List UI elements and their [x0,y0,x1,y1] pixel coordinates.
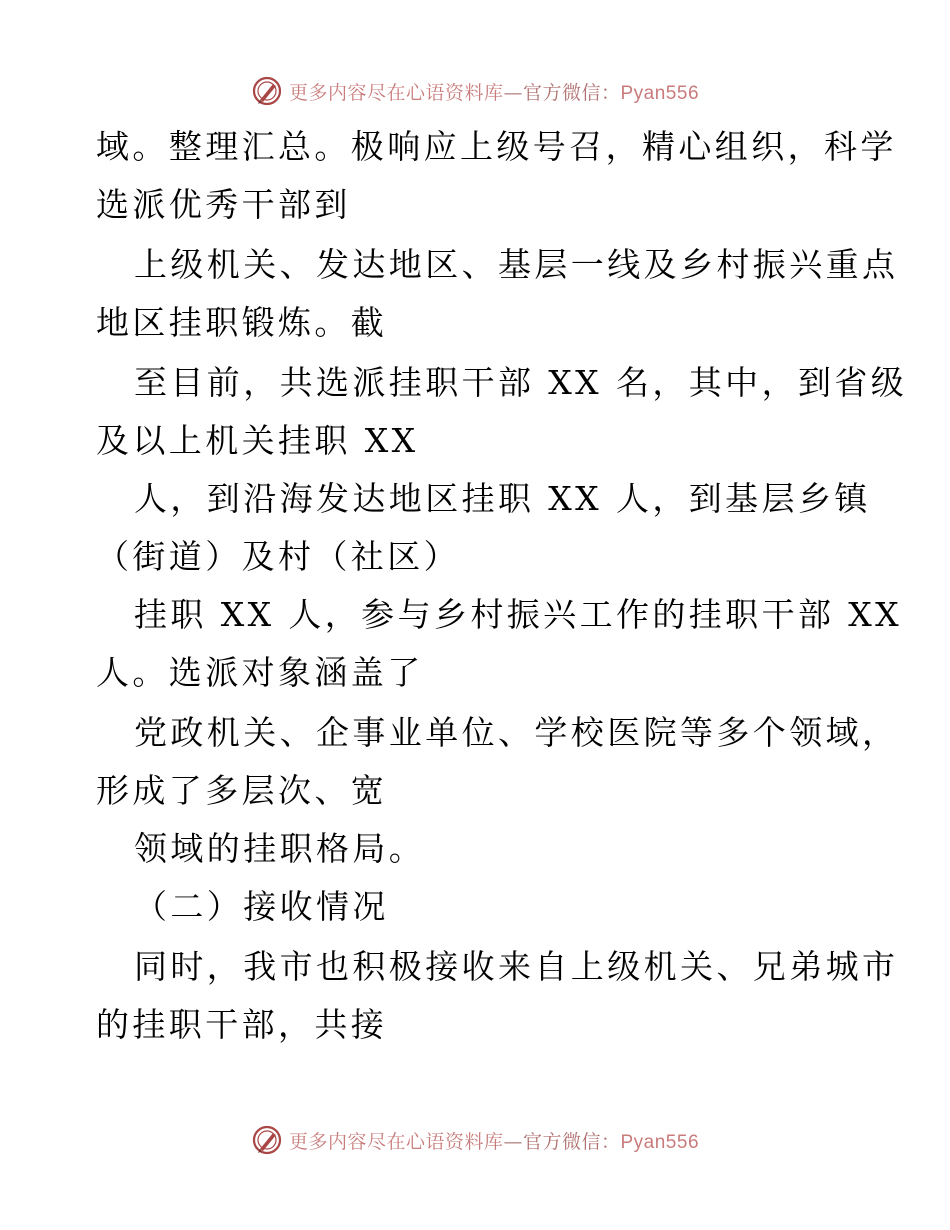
watermark-wechat-id: Pyan556 [620,1131,700,1153]
body-line: 地区挂职锻炼。截 [96,303,388,342]
footer-watermark [0,1120,950,1160]
pen-circle-logo-icon [251,1124,283,1156]
watermark-dash: — [503,1130,523,1153]
watermark-wechat-id: Pyan556 [620,82,700,104]
watermark-text [289,1127,699,1154]
body-line: 的挂职干部，共接 [96,1005,388,1044]
pen-circle-logo-icon [251,75,283,107]
body-line: 领域的挂职格局。 [134,829,426,868]
watermark-brand: 更多内容尽在心语资料库 [288,81,504,104]
body-line: 至目前，共选派挂职干部 XX 名，其中，到省级 [134,363,908,402]
header-watermark [0,71,950,111]
body-line: 域。整理汇总。极响应上级号召，精心组织，科学 [96,127,897,166]
body-line: 上级机关、发达地区、基层一线及乡村振兴重点 [134,245,899,284]
watermark-label: 官方微信： [522,81,621,104]
body-line: 人。选派对象涵盖了 [96,653,424,692]
body-line: 挂职 XX 人，参与乡村振兴工作的挂职干部 XX [134,595,903,634]
watermark-brand: 更多内容尽在心语资料库 [288,1130,504,1153]
body-line: 人，到沿海发达地区挂职 XX 人，到基层乡镇 [134,479,871,518]
body-line: 党政机关、企事业单位、学校医院等多个领域， [134,713,899,752]
body-line: 同时，我市也积极接收来自上级机关、兄弟城市 [134,947,899,986]
watermark-label: 官方微信： [522,1130,621,1153]
body-line: 形成了多层次、宽 [96,771,388,810]
body-line: （街道）及村（社区） [96,537,460,576]
section-heading: （二）接收情况 [134,887,389,926]
watermark-dash: — [503,81,523,104]
body-line: 选派优秀干部到 [96,185,351,224]
body-line: 及以上机关挂职 XX [96,421,419,460]
watermark-text [289,78,699,105]
